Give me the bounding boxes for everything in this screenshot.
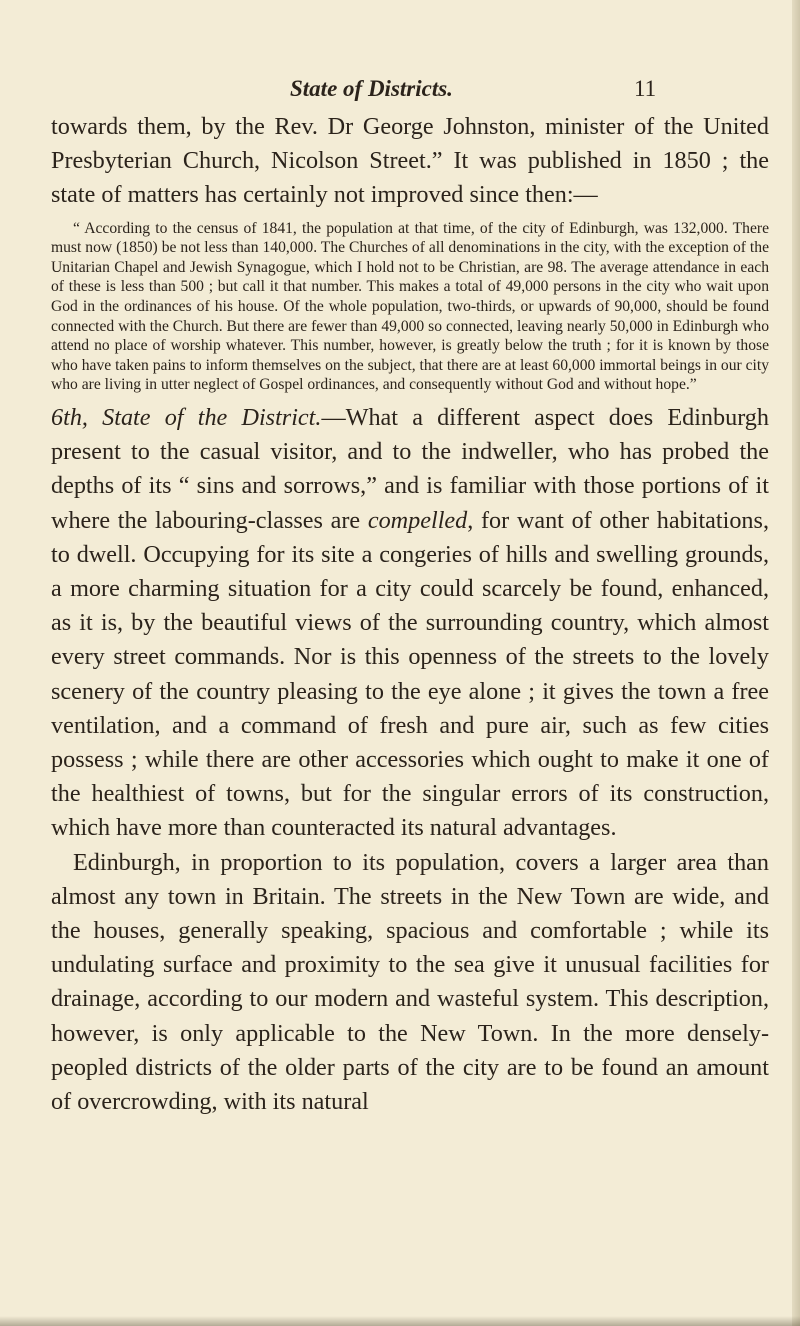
paragraph-state-of-district xyxy=(51,401,769,846)
paragraph-text: —What a different aspect does Edinburgh present to the casual visitor, and to the indweller, who has probed the depths of its “ sins and sorrows,” and is familiar with those portions of it where the labouring-classes are xyxy=(51,403,769,534)
section-heading: 6th, State of the District. xyxy=(51,403,322,431)
emphasis-compelled: compelled xyxy=(367,506,468,534)
page-body xyxy=(51,110,769,1119)
paragraph-edinburgh-area: Edinburgh, in proportion to its population, covers a larger area than almost any town in Britain. The streets in the New Town are wide, and the houses, generally speaking, spacious and comfortable ; while its undulating surface and proximity to the sea give it unusual facilities for drainage, according to our modern and wasteful system. This description, however, is only applicable to the New Town. In the more densely-peopled districts of the older parts of the city are to be found an amount of overcrowding, with its natural xyxy=(51,848,769,1116)
page-edge xyxy=(792,0,800,1326)
running-title: State of Districts. xyxy=(290,76,453,101)
paragraph-intro: towards them, by the Rev. Dr George Johnston, minister of the United Presbyterian Church, Nicolson Street.” It was published in 1850 ; the state of matters has certainly not improved since then:— xyxy=(51,113,769,209)
page-number: 11 xyxy=(634,76,657,101)
paragraph-text-rest: , for want of other habitations, to dwell. Occupying for its site a congeries of hills and swelling grounds, a more charming situation for a city could scarcely be found, enhanced, as it is, by the beautiful views of the surrounding country, which almost every street commands. Nor is this openness of the streets to the lovely scenery of the country pleasing to the eye alone ; it gives the town a free ventilation, and a command of fresh and pure air, such as few cities possess ; while there are other accessories which ought to make it one of the healthiest of towns, but for the singular errors of its construction, which have more than counteracted its natural advantages. xyxy=(51,506,769,842)
block-quote: “ According to the census of 1841, the population at that time, of the city of Edinburgh, was 132,000. There must now (1850) be not less than 140,000. The Churches of all denominations in the city, with the exception of the Unitarian Chapel and Jewish Synagogue, which I hold not to be Christian, are 98. The average attendance in each of these is less than 500 ; but call it that number. This makes a total of 49,000 persons in the city who wait upon God in the ordinances of his house. Of the whole population, two-thirds, or upwards of 90,000, should be found connected with the Church. But there are fewer than 49,000 so connected, leaving nearly 50,000 in Edinburgh who attend no place of worship whatever. This number, however, is greatly below the truth ; for it is known by those who have taken pains to inform themselves on the subject, that there are at least 60,000 immortal beings in our city who are living in utter neglect of Gospel ordinances, and consequently without God and without hope.” xyxy=(51,219,769,394)
page-bottom-shadow xyxy=(0,1316,800,1326)
